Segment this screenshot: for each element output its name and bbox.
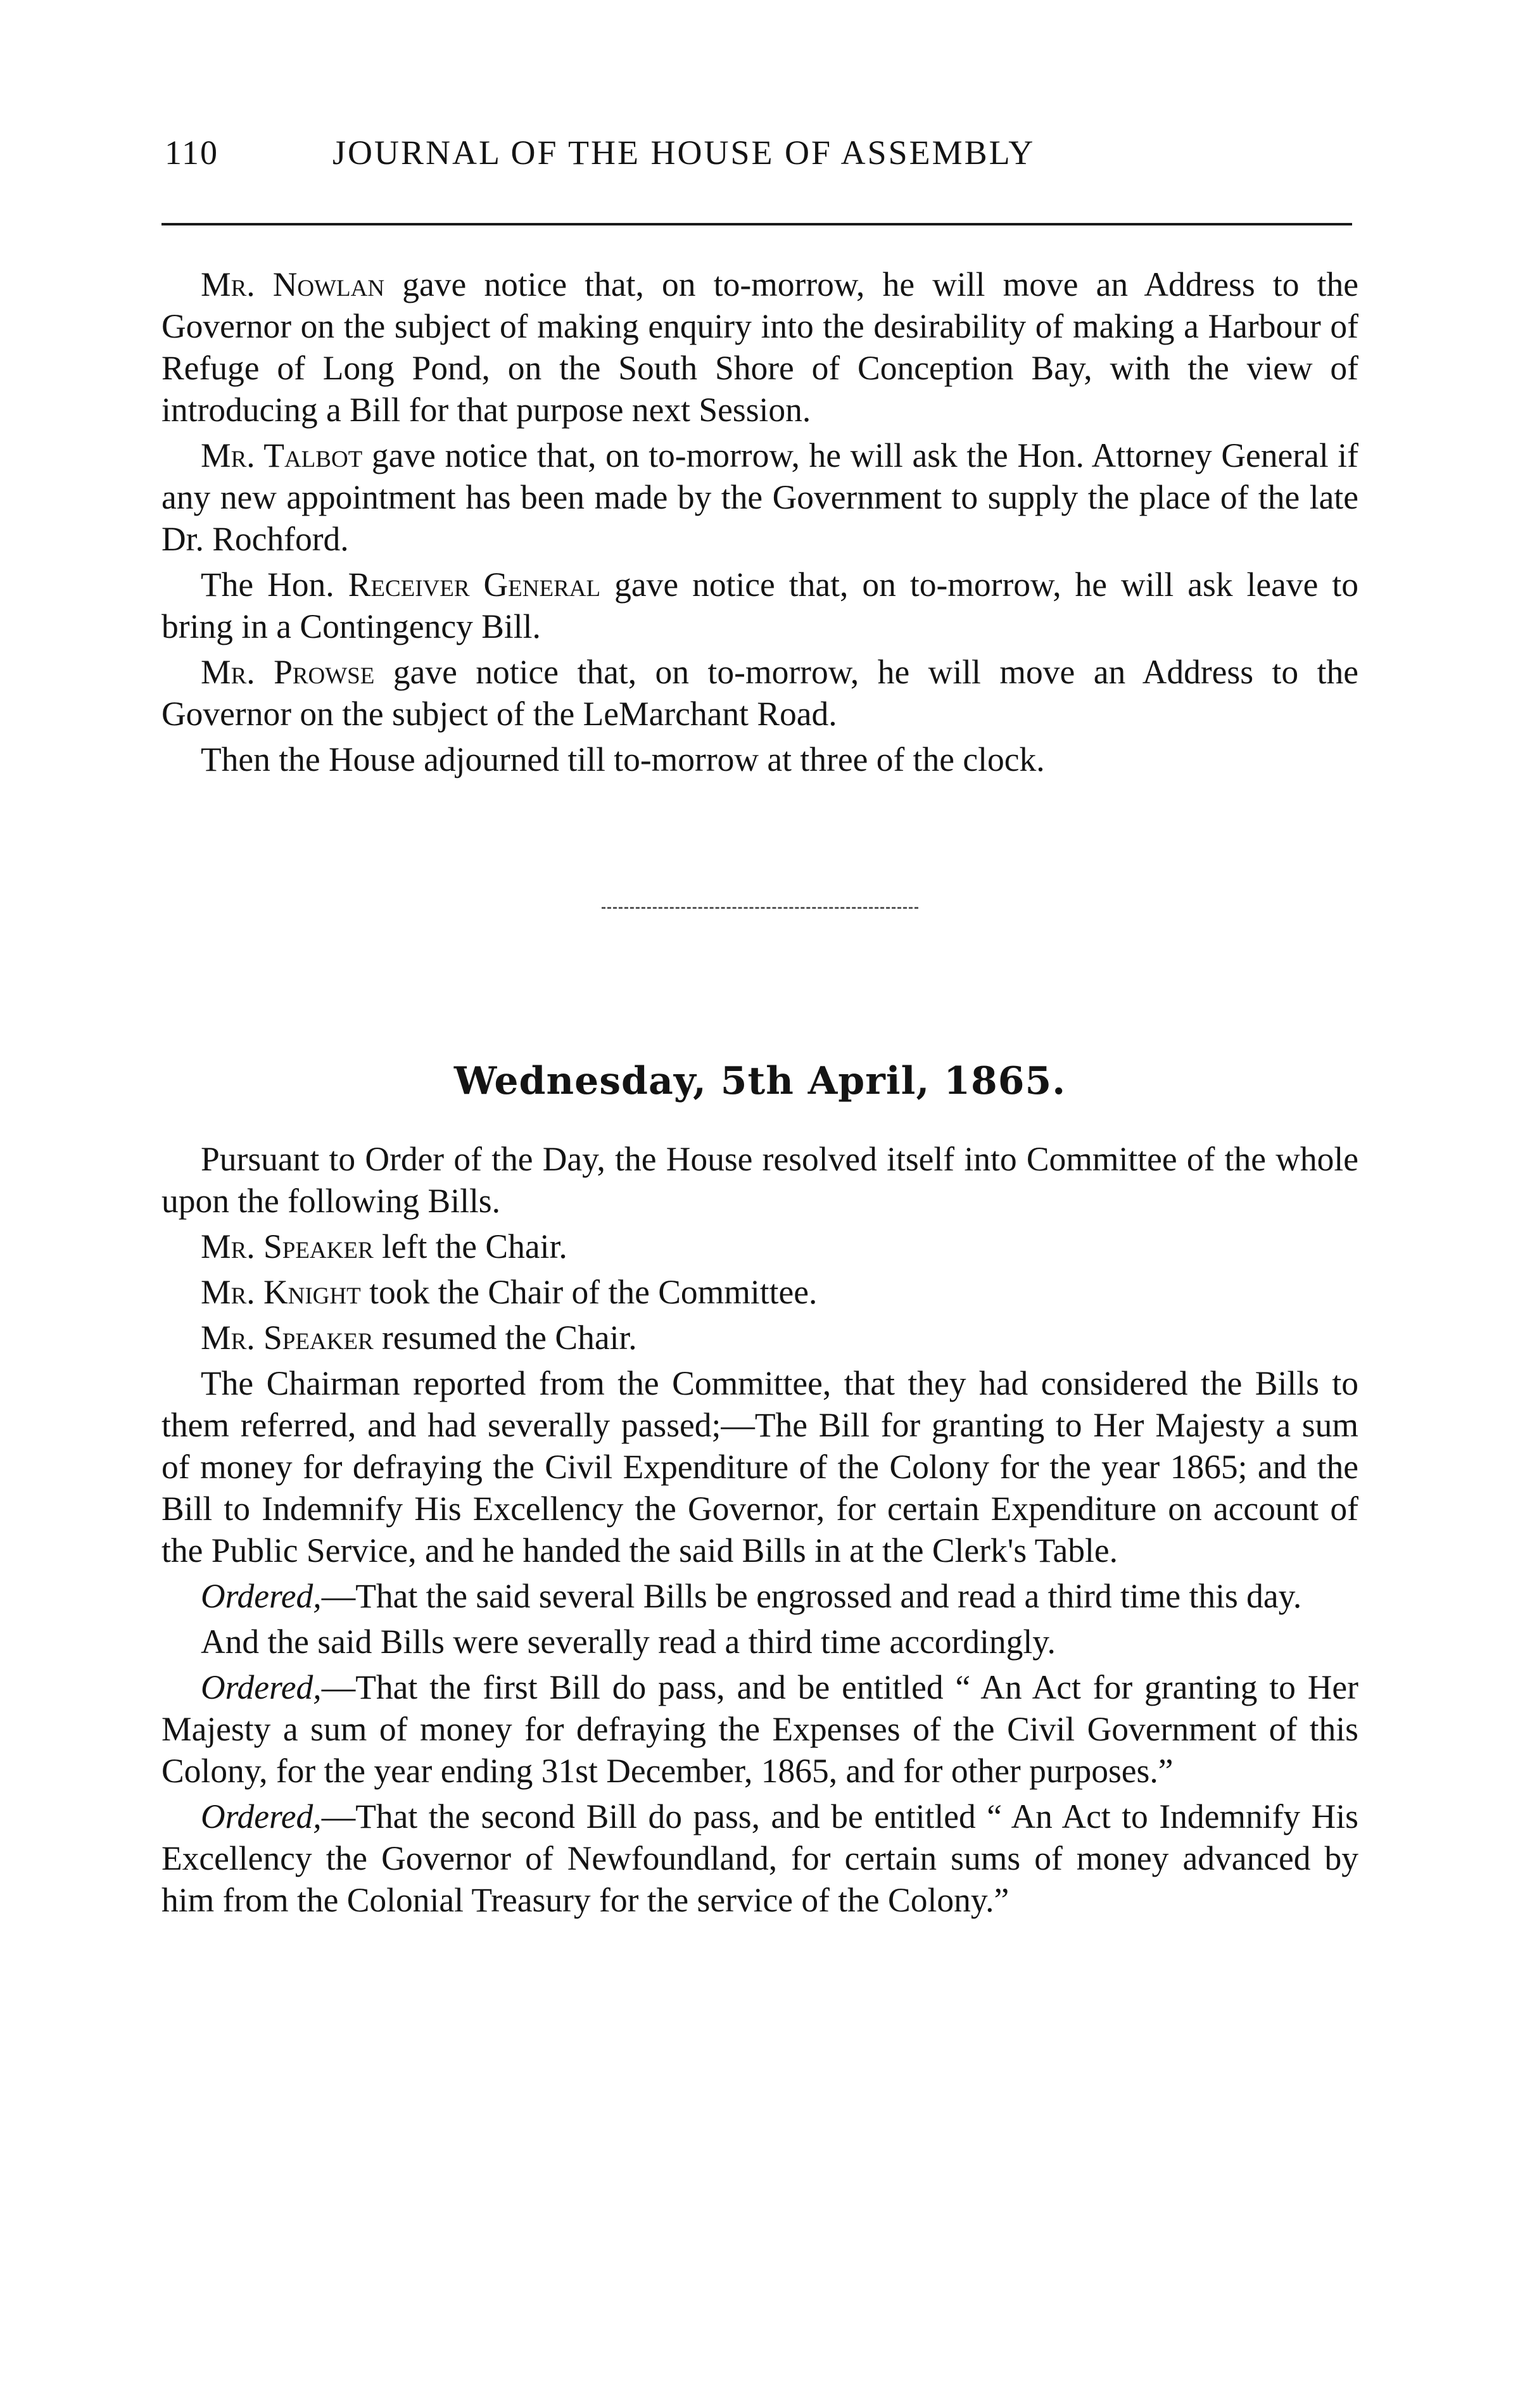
notice-paragraph bbox=[161, 651, 1358, 735]
paragraph-text: —That the second Bill do pass, and be entitled “ An Act to Indemnify His Excellency the Governor of Newfoundland, for certain sums of money advanced by him from the Colonial Treasury for the service of the Colony.” bbox=[161, 1797, 1358, 1919]
paragraph-prefix: The Hon. bbox=[201, 566, 348, 604]
page-number: 110 bbox=[165, 134, 218, 172]
paragraph-text: gave notice that, on to-morrow, he will move an Address to the Governor on the subject of the LeMarchant Road. bbox=[161, 653, 1358, 733]
notice-paragraph bbox=[161, 434, 1358, 560]
order-paragraph bbox=[161, 1796, 1358, 1921]
member-name: Mr. Prowse bbox=[201, 653, 375, 691]
notice-paragraph bbox=[161, 564, 1358, 647]
paragraph-text: gave notice that, on to-morrow, he will move an Address to the Governor on the subject of making enquiry into the desirability of making a Harbour of Refuge of Long Pond, on the South Shore of Conception Bay, with the view of introducing a Bill for that purpose next Session. bbox=[161, 265, 1358, 429]
paragraph-text: resumed the Chair. bbox=[373, 1319, 637, 1357]
proceedings-paragraph bbox=[161, 1271, 1358, 1313]
ordered-lead: Ordered, bbox=[201, 1797, 322, 1835]
member-name: Mr. Speaker bbox=[201, 1227, 374, 1265]
day-heading: Wednesday, 5th April, 1865. bbox=[453, 1059, 1066, 1103]
paragraph-text: left the Chair. bbox=[373, 1227, 567, 1265]
notices-section bbox=[161, 263, 1358, 780]
ordered-lead: Ordered, bbox=[201, 1668, 322, 1706]
proceedings-paragraph bbox=[161, 1621, 1358, 1663]
member-name: Mr. Nowlan bbox=[201, 265, 385, 303]
paragraph-text: —That the first Bill do pass, and be entitled “ An Act for granting to Her Majesty a sum of money for defraying the Expenses of the Civil Government of this Colony, for the year ending 31st December, 1865, and for other purposes.” bbox=[161, 1668, 1358, 1790]
ordered-lead: Ordered, bbox=[201, 1577, 322, 1615]
journal-title: JOURNAL OF THE HOUSE OF ASSEMBLY bbox=[332, 134, 1035, 172]
section-divider bbox=[161, 901, 1358, 913]
member-name: Mr. Talbot bbox=[201, 436, 363, 474]
paragraph-text: And the said Bills were severally read a third time accordingly. bbox=[201, 1623, 1056, 1661]
proceedings-paragraph bbox=[161, 1317, 1358, 1359]
paragraph-text: Pursuant to Order of the Day, the House resolved itself into Committee of the whole upon the following Bills. bbox=[161, 1140, 1358, 1220]
order-paragraph bbox=[161, 1666, 1358, 1792]
paragraph-text: took the Chair of the Committee. bbox=[360, 1273, 818, 1311]
paragraph-text: Then the House adjourned till to-morrow at three of the clock. bbox=[201, 740, 1045, 778]
notice-paragraph bbox=[161, 263, 1358, 431]
adjournment-paragraph bbox=[161, 738, 1358, 780]
journal-page bbox=[161, 127, 1358, 1925]
paragraph-text: gave notice that, on to-morrow, he will ask the Hon. Attorney General if any new appointment has been made by the Government to supply the place of the late Dr. Rochford. bbox=[161, 436, 1358, 558]
member-name: Mr. Knight bbox=[201, 1273, 361, 1311]
order-paragraph bbox=[161, 1575, 1358, 1617]
paragraph-text: The Chairman reported from the Committee, that they had considered the Bills to them referred, and had severally passed;—The Bill for granting to Her Majesty a sum of money for defraying the Civil Expenditure of the Colony for the year 1865; and the Bill to Indemnify His Excellency the Governor, for certain Expenditure on account of the Public Service, and he handed the said Bills in at the Clerk's Table. bbox=[161, 1364, 1358, 1569]
paragraph-text: —That the said several Bills be engrossed and read a third time this day. bbox=[321, 1577, 1302, 1615]
proceedings-paragraph bbox=[161, 1226, 1358, 1267]
header-rule bbox=[161, 223, 1352, 225]
member-name: Receiver General bbox=[348, 566, 601, 604]
proceedings-paragraph bbox=[161, 1138, 1358, 1222]
proceedings-section bbox=[161, 1138, 1358, 1921]
paragraph-text: gave notice that, on to-morrow, he will ask leave to bring in a Contingency Bill. bbox=[161, 566, 1359, 645]
member-name: Mr. Speaker bbox=[201, 1319, 374, 1357]
running-head bbox=[161, 127, 1358, 184]
committee-report-paragraph bbox=[161, 1362, 1358, 1571]
